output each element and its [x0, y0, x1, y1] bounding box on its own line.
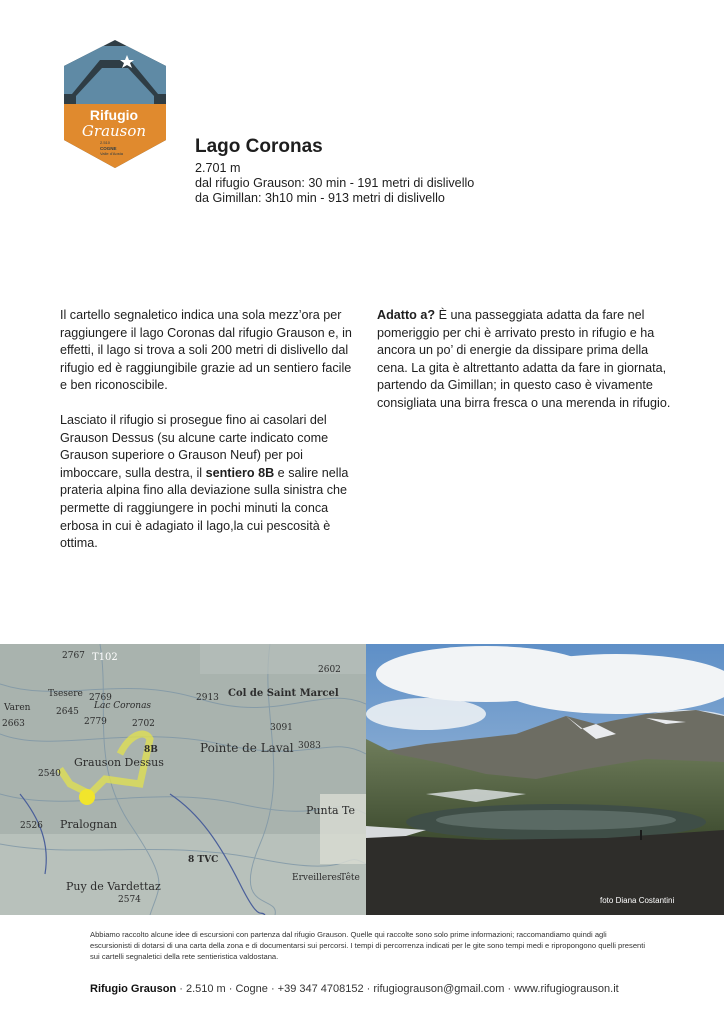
logo-altitude: 2.510: [100, 140, 111, 145]
map-label: 3083: [298, 741, 321, 751]
map-label: 2663: [2, 719, 25, 729]
map-label: Pointe de Laval: [200, 741, 294, 755]
map-label: Pralognan: [60, 818, 118, 831]
map-label: Varen: [4, 703, 31, 713]
map-label: 3091: [270, 723, 293, 733]
map-label: 2602: [318, 665, 341, 675]
logo-name-line2: Grauson: [81, 122, 147, 140]
page-header: [195, 136, 635, 206]
time-from-refuge: dal rifugio Grauson: 30 min - 191 metri di dislivello: [195, 176, 475, 190]
altitude-line: 2.701 m: [195, 161, 241, 175]
map-label: 2540: [38, 769, 61, 779]
right-column: [377, 307, 675, 430]
time-from-gimillan: da Gimillan: 3h10 min - 913 metri di dislivello: [195, 191, 445, 205]
route-paragraph: [60, 412, 360, 553]
map-label: 2645: [56, 707, 79, 717]
map-label: T102: [92, 652, 118, 663]
topographic-map: [0, 644, 366, 915]
lake-photo: [366, 644, 724, 915]
logo-name-line1: Rifugio: [89, 107, 139, 123]
route-text-start: Lasciato il rifugio si prosegue fino ai casolari del Grauson Dessus (su alcune carte indicato come Grauson superiore o Grauson Neuf) per poi imboccare, sulla destra, il: [60, 412, 329, 480]
rifugio-grauson-logo: [60, 38, 170, 170]
page-title: Lago Coronas: [195, 136, 323, 157]
suitability-paragraph: [377, 307, 675, 413]
footer-details: · 2.510 m · Cogne · +39 347 4708152 · rifugiograuson@gmail.com · www.rifugiograuson.it: [176, 983, 619, 995]
map-label: 2767: [62, 651, 85, 661]
map-label: Erveilleres: [292, 873, 342, 883]
map-label: 8 TVC: [188, 855, 219, 865]
map-label: Tsesere: [48, 689, 83, 699]
route-text-end: e salire nella prateria alpina fino alla deviazione sulla sinistra che permette di raggiungere in pochi minuti la conca erbosa in cui è adagiato il lago,la cui pescosità è ottima.: [60, 465, 349, 551]
left-column: [60, 307, 360, 570]
disclaimer-text: Abbiamo raccolto alcune idee di escursioni con partenza dal rifugio Grauson. Quelle qui raccolte sono solo prime informazioni; raccomandiamo quindi agli escursionisti di dotarsi di una carta della zona e di documentarsi sui percorsi. I tempi di percorrenza indicati per le gite sono tempi medi e ripropongono quelli presenti sui cartelli segnaletici della rete sentieristica valdostana.: [90, 930, 646, 961]
image-strip: [0, 644, 724, 915]
map-label: 2913: [196, 693, 219, 703]
map-label: Puy de Vardettaz: [66, 880, 161, 893]
photo-credit: foto Diana Costantini: [600, 896, 675, 905]
map-label: 2526: [20, 821, 43, 831]
trail-number: sentiero 8B: [205, 465, 275, 480]
map-label: Col de Saint Marcel: [228, 688, 339, 699]
map-label: 2702: [132, 719, 155, 729]
map-label: Grauson Dessus: [74, 756, 164, 769]
logo-town: COGNE: [100, 146, 117, 151]
map-label: 2769: [89, 693, 112, 703]
suitability-text: È una passeggiata adatta da fare nel pomeriggio per chi è arrivato presto in rifugio e ha ancora un po’ di energie da dissipare prima della cena. La gita è altrettanto adatta da fare in giornata, partendo da Gimillan; in questo caso è vivamente consigliata una birra fresca o una merenda in rifugio.: [377, 308, 671, 410]
map-label: 8B: [144, 745, 158, 755]
map-label: Punta Te: [306, 804, 356, 817]
intro-paragraph: Il cartello segnaletico indica una sola mezz’ora per raggiungere il lago Coronas dal rifugio Grauson e, in effetti, il lago si trova a soli 200 metri di dislivello dal rifugio ed è raggiungibile grazie ad un sentiero facile e ben riconoscibile.: [60, 308, 352, 393]
footer-name: Rifugio Grauson: [90, 983, 177, 995]
map-label: Tête: [340, 873, 360, 883]
logo-region: Valle d'Aosta: [100, 151, 123, 156]
map-label: Lac Coronas: [94, 701, 152, 711]
map-label: 2574: [118, 895, 141, 905]
suitability-heading: Adatto a?: [377, 308, 436, 322]
footer-contact: [90, 983, 619, 995]
map-label: 2779: [84, 717, 107, 727]
